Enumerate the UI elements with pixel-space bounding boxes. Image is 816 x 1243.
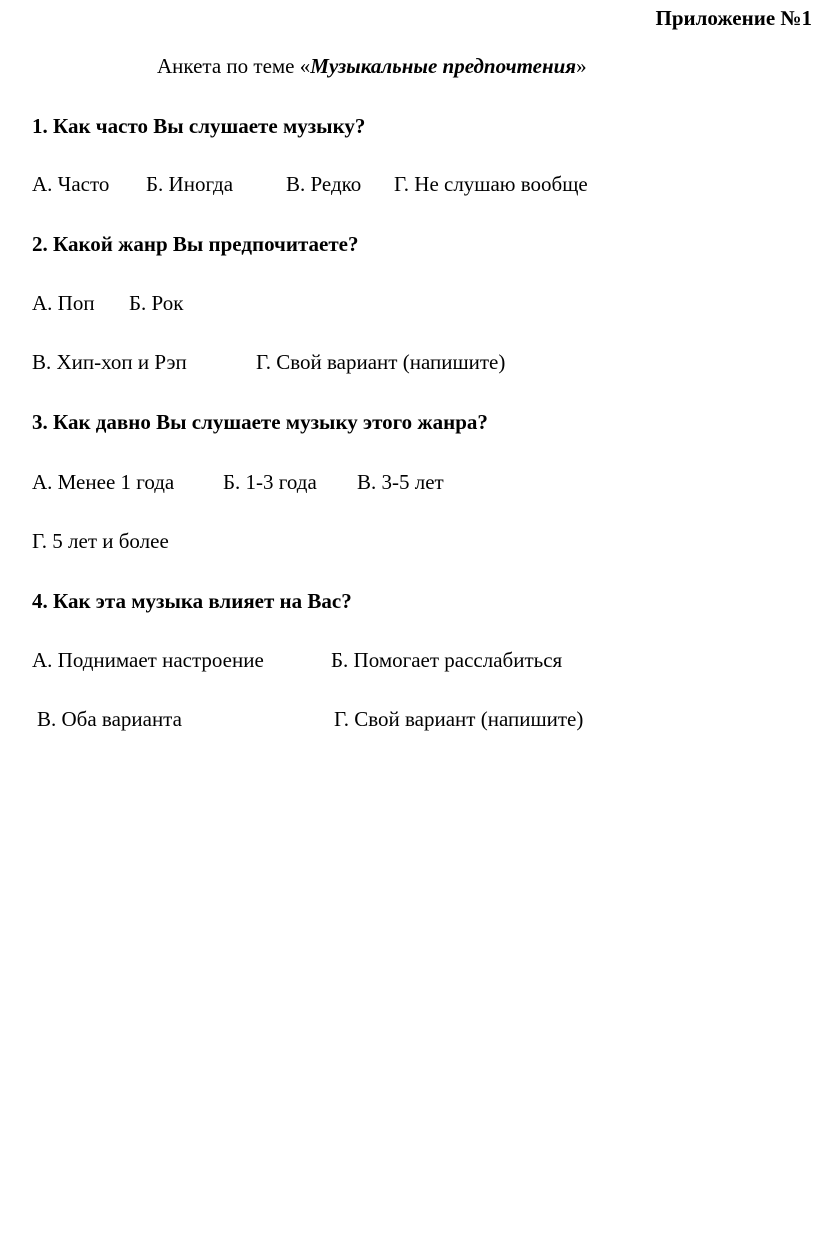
- q3-option-b: Б. 1-3 года: [223, 470, 317, 494]
- q4-option-a: А. Поднимает настроение: [32, 648, 264, 672]
- title-suffix: »: [576, 54, 587, 78]
- q2-option-b: Б. Рок: [129, 291, 184, 315]
- question-3: 3. Как давно Вы слушаете музыку этого жанра?: [32, 410, 488, 434]
- q4-option-d: Г. Свой вариант (напишите): [334, 707, 584, 731]
- appendix-label: Приложение №1: [655, 6, 812, 30]
- question-2: 2. Какой жанр Вы предпочитаете?: [32, 232, 359, 256]
- q3-option-d: Г. 5 лет и более: [32, 529, 169, 553]
- title-topic: Музыкальные предпочтения: [310, 54, 577, 78]
- q2-option-d: Г. Свой вариант (напишите): [256, 350, 506, 374]
- q2-option-a: А. Поп: [32, 291, 95, 315]
- question-1: 1. Как часто Вы слушаете музыку?: [32, 114, 366, 138]
- title-prefix: Анкета по теме «: [157, 54, 311, 78]
- q1-option-d: Г. Не слушаю вообще: [394, 172, 588, 196]
- q1-option-b: Б. Иногда: [146, 172, 234, 196]
- q1-option-c: В. Редко: [286, 172, 362, 196]
- q4-option-b: Б. Помогает расслабиться: [331, 648, 563, 672]
- q2-option-c: В. Хип-хоп и Рэп: [32, 350, 187, 374]
- question-4: 4. Как эта музыка влияет на Вас?: [32, 589, 352, 613]
- q4-option-c: В. Оба варианта: [37, 707, 182, 731]
- q3-option-c: В. 3-5 лет: [357, 470, 444, 494]
- q3-option-a: А. Менее 1 года: [32, 470, 175, 494]
- q1-option-a: А. Часто: [32, 172, 110, 196]
- survey-title: [157, 56, 587, 77]
